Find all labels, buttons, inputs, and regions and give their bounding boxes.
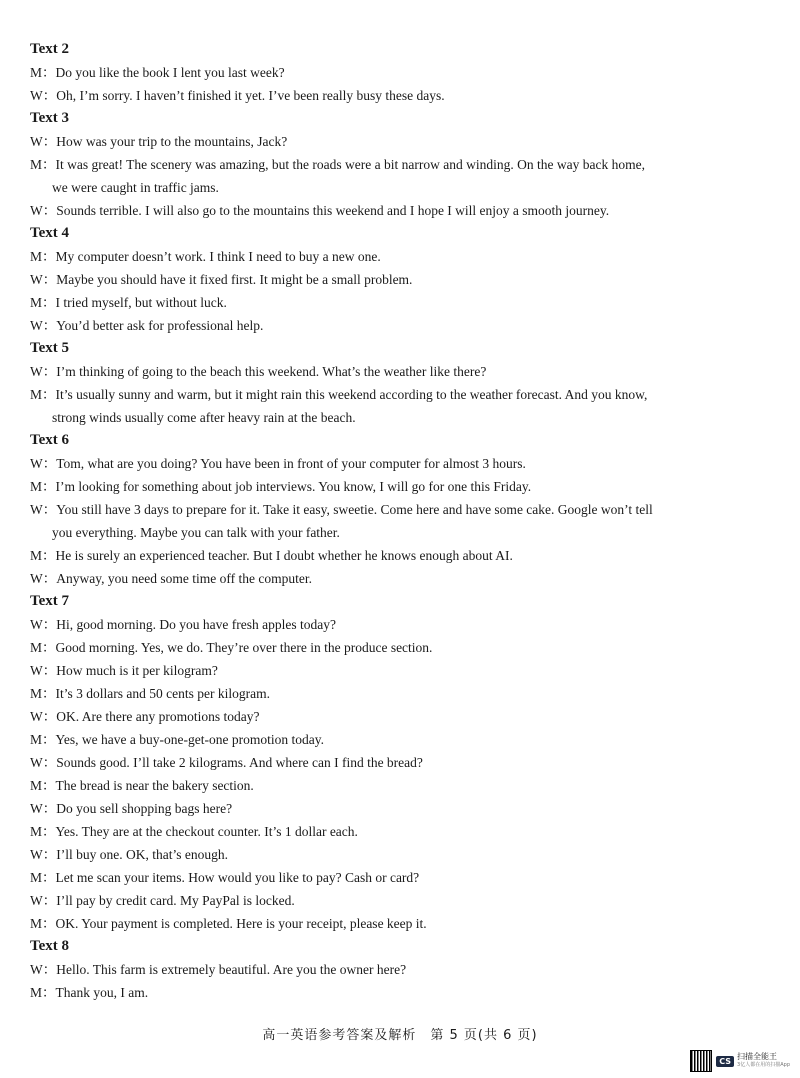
- speaker-label: [30, 659, 56, 682]
- utterance-continuation: you everything. Maybe you can talk with your father.: [52, 525, 340, 540]
- utterance-text: You’d better ask for professional help.: [56, 318, 264, 333]
- section-heading: Text 5: [30, 340, 70, 356]
- speaker-label: [30, 130, 56, 153]
- utterance: [56, 199, 770, 222]
- speaker-name: M: [30, 479, 43, 494]
- speaker-label: [30, 751, 56, 774]
- speaker-name: M: [30, 985, 43, 1000]
- speaker-name: W: [30, 318, 43, 333]
- speaker-label: [30, 84, 56, 107]
- speaker-name: M: [30, 295, 43, 310]
- dialogue-line: [30, 797, 770, 820]
- speaker-separator: ：: [42, 387, 56, 402]
- utterance: [56, 774, 770, 797]
- dialogue-line: [30, 981, 770, 1004]
- dialogue-line: [30, 130, 770, 153]
- utterance: [56, 820, 770, 843]
- speaker-name: M: [30, 548, 43, 563]
- utterance-text: Anyway, you need some time off the computer.: [56, 571, 312, 586]
- section-heading: Text 6: [30, 432, 70, 448]
- utterance-text: Oh, I’m sorry. I haven’t finished it yet. I’ve been really busy these days.: [56, 88, 445, 103]
- section-heading: Text 4: [30, 225, 70, 241]
- speaker-name: W: [30, 456, 43, 471]
- utterance: [56, 130, 770, 153]
- speaker-label: [30, 498, 56, 521]
- dialogue-line: [30, 268, 770, 291]
- utterance: [56, 728, 770, 751]
- speaker-separator: ：: [42, 272, 57, 287]
- speaker-label: [30, 245, 56, 268]
- utterance: [56, 452, 770, 475]
- utterance-text: I’ll buy one. OK, that’s enough.: [56, 847, 228, 862]
- utterance-text: OK. Your payment is completed. Here is your receipt, please keep it.: [55, 916, 427, 931]
- dialogue-line: [30, 843, 770, 866]
- dialogue-line: [30, 314, 770, 337]
- speaker-label: [30, 268, 56, 291]
- speaker-separator: ：: [42, 755, 57, 770]
- utterance-text: Good morning. Yes, we do. They’re over there in the produce section.: [55, 640, 433, 655]
- speaker-separator: ：: [42, 732, 56, 747]
- dialogue-line: [30, 84, 770, 107]
- dialogue-line: [30, 958, 770, 981]
- utterance-text: How was your trip to the mountains, Jack?: [56, 134, 288, 149]
- utterance-text: He is surely an experienced teacher. But I doubt whether he knows enough about AI.: [55, 548, 513, 563]
- utterance-text: OK. Are there any promotions today?: [56, 709, 260, 724]
- speaker-label: [30, 636, 56, 659]
- dialogue-line: [30, 705, 770, 728]
- utterance-continuation: we were caught in traffic jams.: [52, 180, 219, 195]
- speaker-name: W: [30, 134, 43, 149]
- dialogue-section: [30, 935, 770, 1004]
- speaker-separator: ：: [42, 847, 57, 862]
- speaker-label: [30, 889, 56, 912]
- utterance: [56, 751, 770, 774]
- speaker-separator: ：: [42, 824, 56, 839]
- dialogue-line: [30, 912, 770, 935]
- utterance: [56, 291, 770, 314]
- dialogue-line: [30, 153, 770, 176]
- utterance-text: You still have 3 days to prepare for it. Take it easy, sweetie. Come here and have some cake. Google won’t tell: [56, 502, 653, 517]
- utterance: [56, 866, 770, 889]
- speaker-label: [30, 452, 56, 475]
- speaker-label: [30, 958, 56, 981]
- speaker-separator: ：: [42, 479, 56, 494]
- dialogue-line: [30, 291, 770, 314]
- speaker-name: W: [30, 272, 43, 287]
- utterance-text: Do you like the book I lent you last week?: [55, 65, 285, 80]
- utterance-text: I tried myself, but without luck.: [55, 295, 227, 310]
- dialogue-line: [30, 498, 770, 521]
- utterance-text: The bread is near the bakery section.: [55, 778, 254, 793]
- utterance-text: Sounds terrible. I will also go to the mountains this weekend and I hope I will enjoy a smooth journey.: [56, 203, 610, 218]
- speaker-name: W: [30, 571, 43, 586]
- dialogue-line: [30, 728, 770, 751]
- speaker-label: [30, 360, 56, 383]
- utterance: [56, 958, 770, 981]
- speaker-name: M: [30, 778, 43, 793]
- speaker-label: [30, 981, 56, 1004]
- utterance-text: Thank you, I am.: [55, 985, 149, 1000]
- speaker-name: W: [30, 663, 43, 678]
- speaker-label: [30, 153, 56, 176]
- section-heading: Text 7: [30, 593, 70, 609]
- speaker-separator: ：: [42, 157, 56, 172]
- dialogue-line: [30, 61, 770, 84]
- utterance: [56, 314, 770, 337]
- dialogue-line-continuation: [30, 406, 770, 429]
- dialogue-section: [30, 429, 770, 590]
- speaker-name: W: [30, 755, 43, 770]
- speaker-separator: ：: [42, 65, 56, 80]
- dialogue-line: [30, 360, 770, 383]
- dialogue-line: [30, 866, 770, 889]
- utterance-text: Let me scan your items. How would you like to pay? Cash or card?: [55, 870, 420, 885]
- utterance: [56, 475, 770, 498]
- speaker-label: [30, 199, 56, 222]
- utterance: [56, 61, 770, 84]
- speaker-label: [30, 544, 56, 567]
- speaker-name: M: [30, 640, 43, 655]
- utterance-text: It was great! The scenery was amazing, but the roads were a bit narrow and winding. On the way back home,: [55, 157, 645, 172]
- dialogue-line: [30, 889, 770, 912]
- utterance: [56, 498, 770, 521]
- speaker-separator: ：: [42, 134, 57, 149]
- speaker-label: [30, 912, 56, 935]
- speaker-name: W: [30, 88, 43, 103]
- utterance-text: Maybe you should have it fixed first. It might be a small problem.: [56, 272, 413, 287]
- utterance: [56, 613, 770, 636]
- utterance-continuation: strong winds usually come after heavy rain at the beach.: [52, 410, 356, 425]
- dialogue-line: [30, 245, 770, 268]
- speaker-separator: ：: [42, 548, 56, 563]
- speaker-label: [30, 314, 56, 337]
- speaker-separator: ：: [42, 870, 56, 885]
- dialogue-line: [30, 751, 770, 774]
- utterance: [56, 682, 770, 705]
- utterance-text: Do you sell shopping bags here?: [56, 801, 233, 816]
- utterance: [56, 889, 770, 912]
- utterance: [56, 843, 770, 866]
- utterance: [56, 360, 770, 383]
- speaker-name: M: [30, 916, 43, 931]
- dialogue-line: [30, 682, 770, 705]
- utterance: [56, 705, 770, 728]
- utterance: [56, 567, 770, 590]
- speaker-name: M: [30, 157, 43, 172]
- speaker-separator: ：: [42, 456, 57, 471]
- speaker-name: W: [30, 847, 43, 862]
- speaker-label: [30, 705, 56, 728]
- utterance-text: Sounds good. I’ll take 2 kilograms. And where can I find the bread?: [56, 755, 423, 770]
- qr-code-icon: [690, 1050, 712, 1072]
- speaker-name: W: [30, 893, 43, 908]
- speaker-name: M: [30, 870, 43, 885]
- utterance-text: Hi, good morning. Do you have fresh apples today?: [56, 617, 336, 632]
- utterance-text: Yes, we have a buy-one-get-one promotion today.: [55, 732, 324, 747]
- utterance: [56, 383, 770, 406]
- speaker-separator: ：: [42, 985, 56, 1000]
- speaker-separator: ：: [42, 778, 56, 793]
- section-heading: Text 2: [30, 41, 70, 57]
- speaker-label: [30, 682, 56, 705]
- utterance: [56, 636, 770, 659]
- speaker-separator: ：: [42, 709, 57, 724]
- speaker-label: [30, 291, 56, 314]
- utterance-text: Tom, what are you doing? You have been in front of your computer for almost 3 hours.: [56, 456, 526, 471]
- dialogue-line: [30, 199, 770, 222]
- dialogue-section: [30, 337, 770, 429]
- speaker-separator: ：: [42, 801, 57, 816]
- speaker-name: W: [30, 617, 43, 632]
- dialogue-line-continuation: [30, 176, 770, 199]
- speaker-label: [30, 797, 56, 820]
- dialogue-line: [30, 613, 770, 636]
- badge-text: [737, 1052, 790, 1070]
- utterance: [56, 912, 770, 935]
- speaker-separator: ：: [42, 663, 57, 678]
- utterance: [56, 659, 770, 682]
- utterance: [56, 268, 770, 291]
- utterance-text: I’ll pay by credit card. My PayPal is locked.: [56, 893, 295, 908]
- speaker-separator: ：: [42, 88, 57, 103]
- utterance-text: I’m looking for something about job interviews. You know, I will go for one this Friday.: [55, 479, 532, 494]
- utterance: [56, 544, 770, 567]
- speaker-label: [30, 866, 56, 889]
- speaker-name: M: [30, 65, 43, 80]
- utterance: [56, 245, 770, 268]
- speaker-name: M: [30, 249, 43, 264]
- utterance-text: It’s 3 dollars and 50 cents per kilogram.: [55, 686, 270, 701]
- dialogue-section: [30, 107, 770, 222]
- speaker-separator: ：: [42, 686, 56, 701]
- page-footer: 高一英语参考答案及解析 第 5 页(共 6 页): [262, 1028, 538, 1043]
- speaker-name: W: [30, 962, 43, 977]
- badge-subtitle: 3亿人都在用的扫描App: [737, 1062, 790, 1068]
- utterance-text: I’m thinking of going to the beach this weekend. What’s the weather like there?: [56, 364, 487, 379]
- dialogue-line: [30, 544, 770, 567]
- dialogue-section: [30, 222, 770, 337]
- dialogue-line: [30, 452, 770, 475]
- utterance-text: How much is it per kilogram?: [56, 663, 218, 678]
- utterance-text: Hello. This farm is extremely beautiful. Are you the owner here?: [56, 962, 407, 977]
- speaker-name: W: [30, 203, 43, 218]
- speaker-separator: ：: [42, 203, 57, 218]
- dialogue-section: [30, 590, 770, 935]
- speaker-separator: ：: [42, 916, 56, 931]
- speaker-name: M: [30, 732, 43, 747]
- speaker-name: W: [30, 801, 43, 816]
- speaker-separator: ：: [42, 502, 57, 517]
- speaker-label: [30, 774, 56, 797]
- speaker-separator: ：: [42, 295, 56, 310]
- dialogue-line: [30, 567, 770, 590]
- dialogue-section: [30, 38, 770, 107]
- utterance-text: My computer doesn’t work. I think I need to buy a new one.: [55, 249, 381, 264]
- utterance: [56, 84, 770, 107]
- speaker-separator: ：: [42, 617, 57, 632]
- speaker-separator: ：: [42, 962, 57, 977]
- speaker-label: [30, 475, 56, 498]
- speaker-name: M: [30, 824, 43, 839]
- speaker-label: [30, 61, 56, 84]
- badge-title: 扫描全能王: [737, 1052, 778, 1061]
- dialogue-line: [30, 475, 770, 498]
- dialogue-line: [30, 383, 770, 406]
- speaker-name: W: [30, 709, 43, 724]
- speaker-label: [30, 613, 56, 636]
- document-body: [30, 38, 770, 1004]
- speaker-separator: ：: [42, 318, 57, 333]
- dialogue-line-continuation: [30, 521, 770, 544]
- dialogue-line: [30, 636, 770, 659]
- section-heading: Text 3: [30, 110, 70, 126]
- speaker-separator: ：: [42, 249, 56, 264]
- speaker-separator: ：: [42, 364, 57, 379]
- speaker-label: [30, 843, 56, 866]
- utterance: [56, 981, 770, 1004]
- dialogue-line: [30, 820, 770, 843]
- speaker-separator: ：: [42, 640, 56, 655]
- scanner-badge: [690, 1050, 790, 1072]
- camscanner-logo: CS: [716, 1056, 734, 1067]
- dialogue-line: [30, 659, 770, 682]
- speaker-label: [30, 383, 56, 406]
- speaker-name: W: [30, 502, 43, 517]
- speaker-label: [30, 567, 56, 590]
- speaker-separator: ：: [42, 893, 57, 908]
- speaker-separator: ：: [42, 571, 57, 586]
- utterance: [56, 797, 770, 820]
- dialogue-line: [30, 774, 770, 797]
- speaker-name: W: [30, 364, 43, 379]
- section-heading: Text 8: [30, 938, 70, 954]
- speaker-label: [30, 728, 56, 751]
- speaker-name: M: [30, 387, 43, 402]
- speaker-name: M: [30, 686, 43, 701]
- utterance: [56, 153, 770, 176]
- utterance-text: Yes. They are at the checkout counter. It’s 1 dollar each.: [55, 824, 358, 839]
- utterance-text: It’s usually sunny and warm, but it might rain this weekend according to the weather forecast. And you know,: [55, 387, 648, 402]
- speaker-label: [30, 820, 56, 843]
